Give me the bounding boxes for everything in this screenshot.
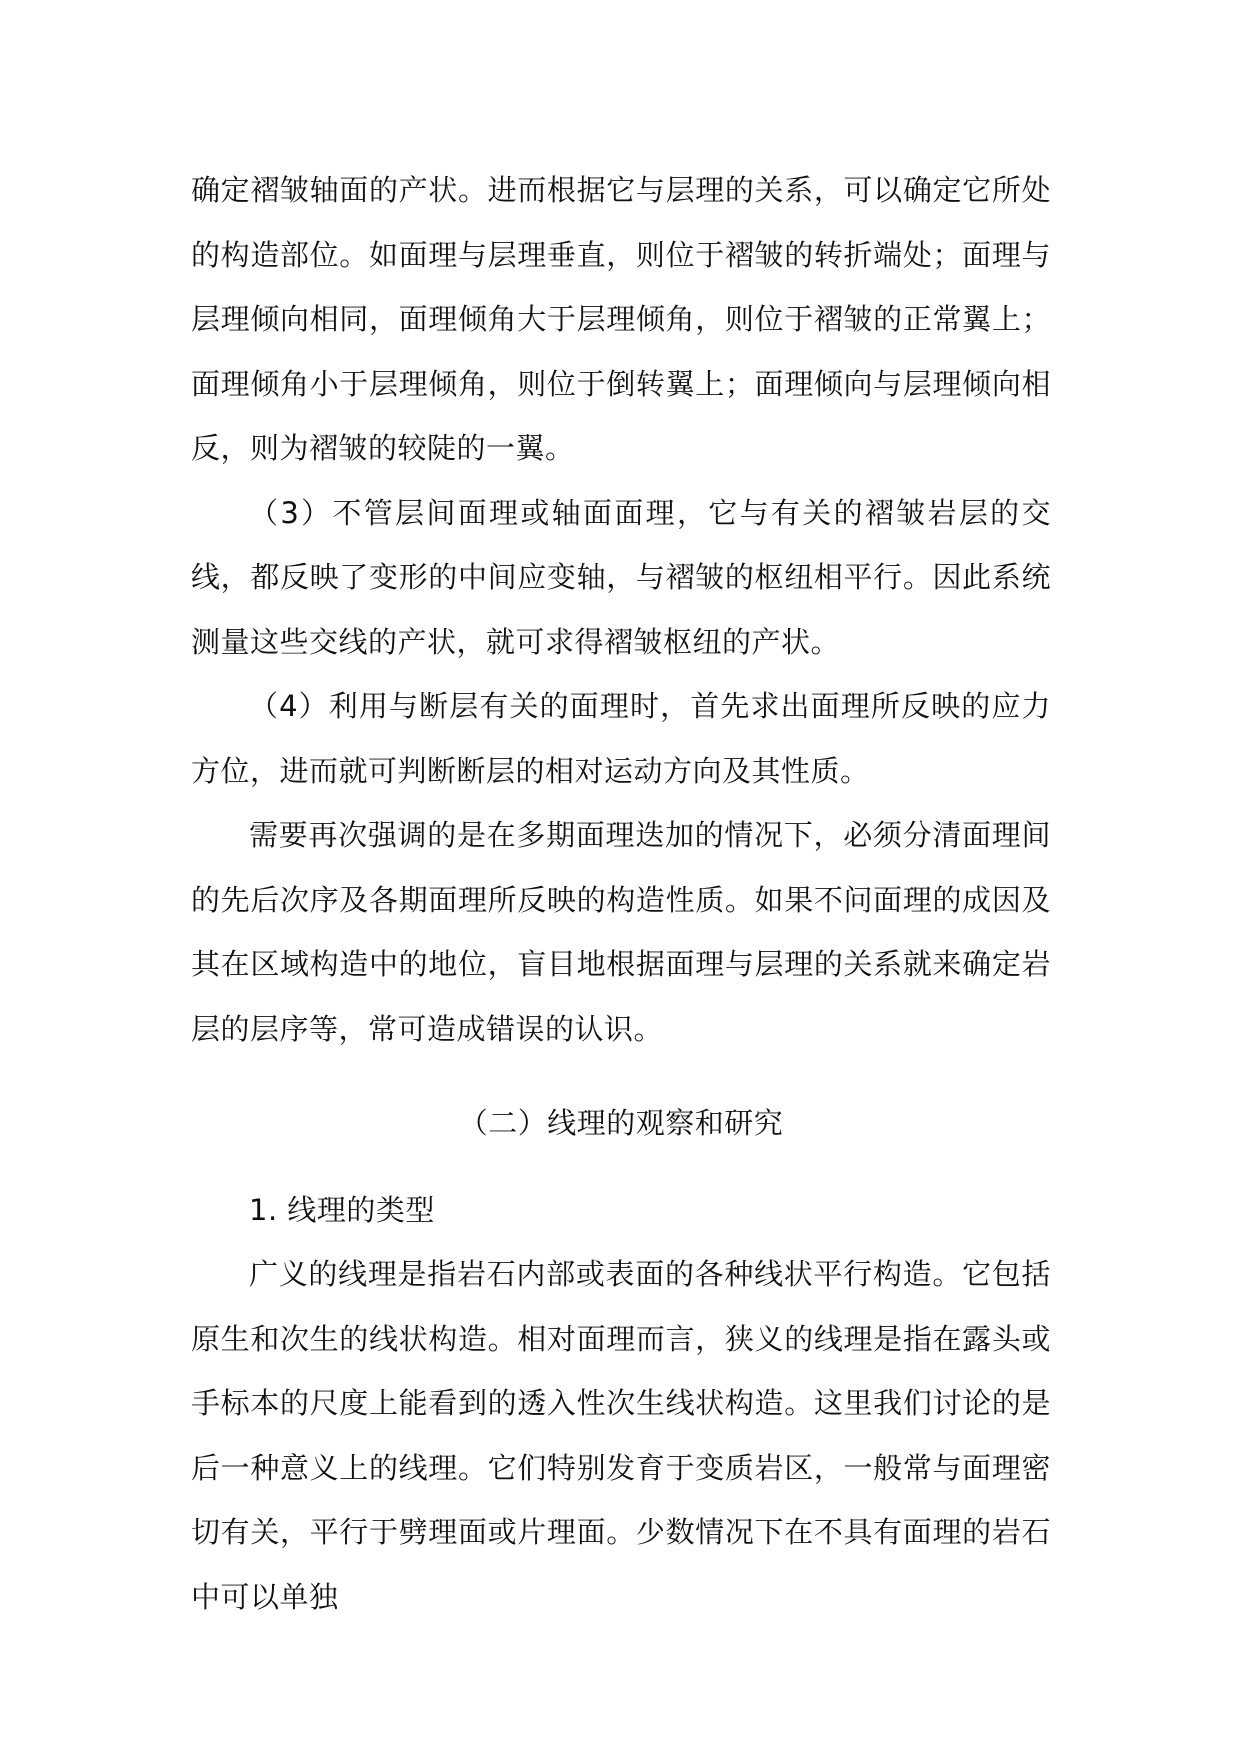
paragraph-item-3: （3）不管层间面理或轴面面理，它与有关的褶皱岩层的交线，都反映了变形的中间应变轴，与褶皱的枢纽相平行。因此系统测量这些交线的产状，就可求得褶皱枢纽的产状。 <box>191 495 1051 659</box>
paragraph-lineation-definition: 广义的线理是指岩石内部或表面的各种线状平行构造。它包括原生和次生的线状构造。相对面理而言，狭义的线理是指在露头或手标本的尺度上能看到的透入性次生线状构造。这里我们讨论的是后一种意义上的线理。它们特别发育于变质岩区，一般常与面理密切有关，平行于劈理面或片理面。少数情况下在不具有面理的岩石中可以单独 <box>191 1257 1051 1614</box>
paragraph-continuation: 确定褶皱轴面的产状。进而根据它与层理的关系，可以确定它所处的构造部位。如面理与层理垂直，则位于褶皱的转折端处；面理与层理倾向相同，面理倾角大于层理倾角，则位于褶皱的正常翼上；面理倾角小于层理倾角，则位于倒转翼上；面理倾向与层理倾向相反，则为褶皱的较陡的一翼。 <box>191 173 1051 465</box>
document-body <box>191 158 1051 1629</box>
subsection-title: 1. 线理的类型 <box>249 1192 435 1227</box>
section-title: （二）线理的观察和研究 <box>458 1106 784 1140</box>
paragraph-emphasis: 需要再次强调的是在多期面理迭加的情况下，必须分清面理间的先后次序及各期面理所反映的构造性质。如果不问面理的成因及其在区域构造中的地位，盲目地根据面理与层理的关系就来确定岩层的层序等，常可造成错误的认识。 <box>191 818 1051 1046</box>
paragraph-item-4: （4）利用与断层有关的面理时，首先求出面理所反映的应力方位，进而就可判断断层的相对运动方向及其性质。 <box>191 689 1051 788</box>
